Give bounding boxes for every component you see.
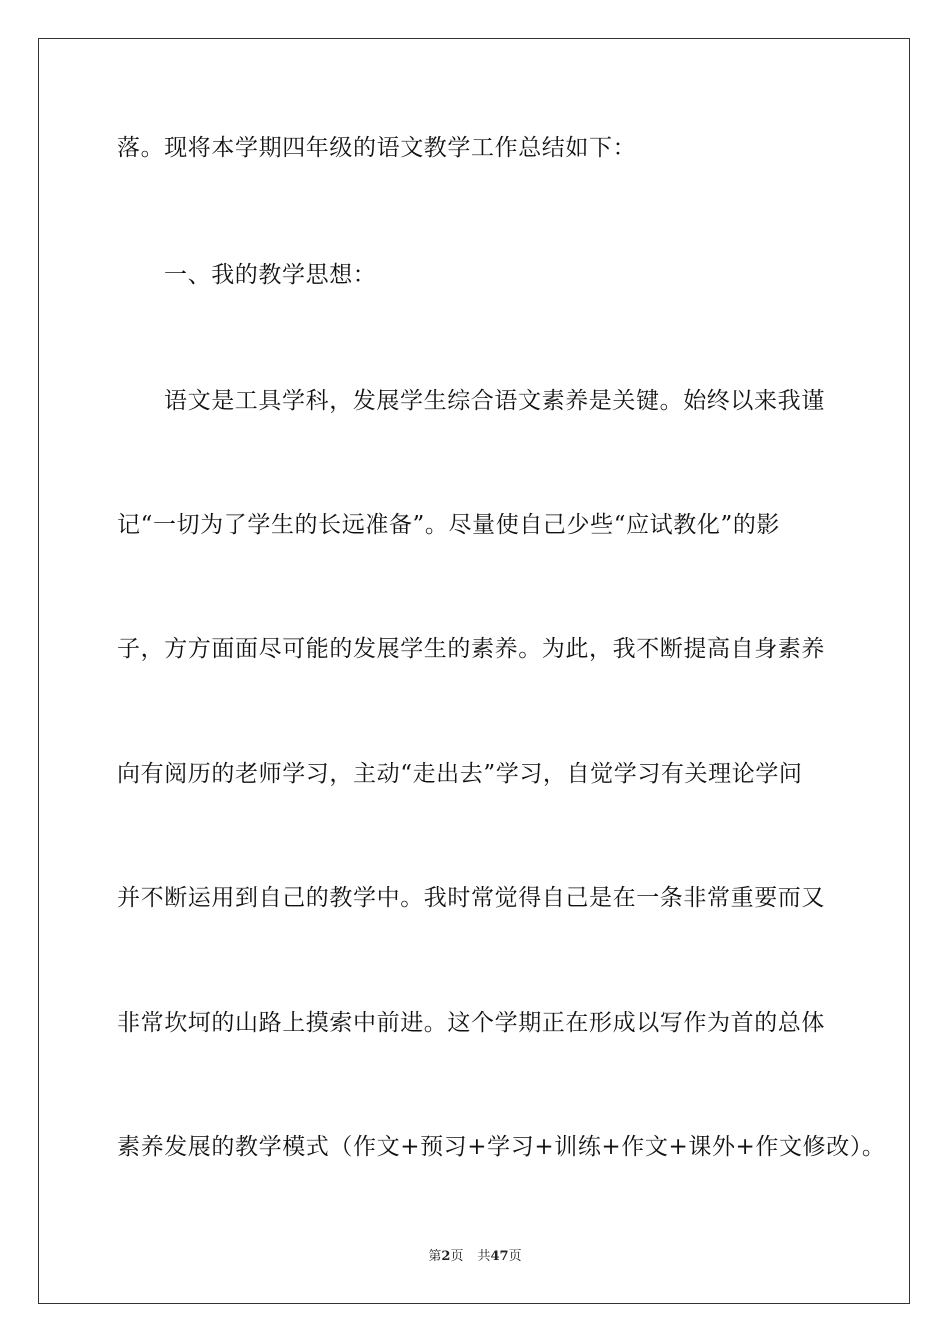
section-heading: 一、我的教学思想： [164,262,377,288]
paragraph-line-1: 落。现将本学期四年级的语文教学工作总结如下： [117,135,637,161]
paragraph-line-5: 向有阅历的老师学习，主动“走出去”学习，自觉学习有关理论学问 [117,761,803,787]
page-suffix: 页 [450,1249,464,1264]
paragraph-line-3: 记“一切为了学生的长远准备”。尽量使自己少些“应试教化”的影 [117,512,781,538]
paragraph-line-2: 语文是工具学科，发展学生综合语文素养是关键。始终以来我谨 [164,388,825,414]
paragraph-line-4: 子，方方面面尽可能的发展学生的素养。为此，我不断提高自身素养 [117,636,825,662]
page-border [38,38,910,1304]
total-suffix: 页 [508,1249,522,1264]
page-footer [0,1248,950,1266]
paragraph-line-7: 非常坎坷的山路上摸索中前进。这个学期正在形成以写作为首的总体 [117,1010,825,1036]
paragraph-line-6: 并不断运用到自己的教学中。我时常觉得自己是在一条非常重要而又 [117,885,825,911]
current-page-number: 2 [441,1249,451,1264]
paragraph-line-8: 素养发展的教学模式（作文+预习+学习+训练+作文+课外+作文修改）。 [117,1134,886,1160]
total-page-number: 47 [490,1249,509,1264]
total-prefix: 共 [477,1249,491,1264]
page-prefix: 第 [428,1249,442,1264]
